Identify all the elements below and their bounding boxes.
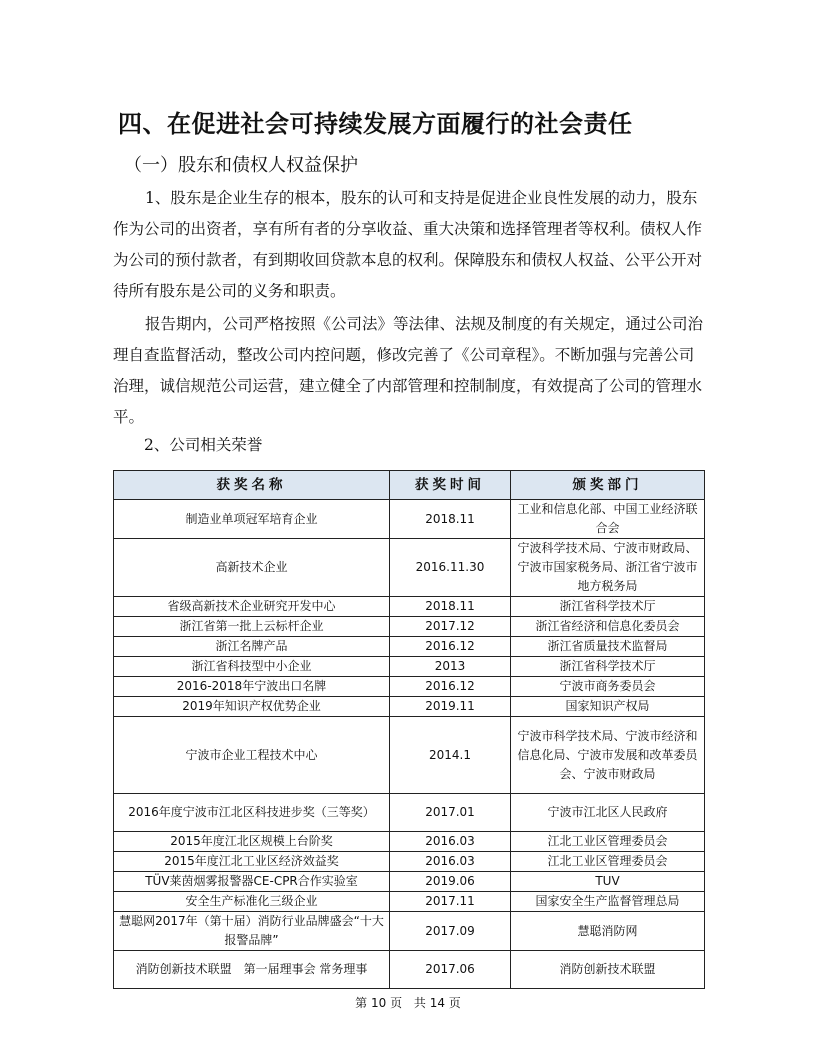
award-issuer-cell: 国家知识产权局 xyxy=(511,697,705,717)
award-issuer-cell: 慧聪消防网 xyxy=(511,912,705,951)
award-date-cell: 2016.12 xyxy=(390,677,511,697)
award-name-cell: 2016-2018年宁波出口名牌 xyxy=(114,677,390,697)
award-name-cell: 慧聪网2017年（第十届）消防行业品牌盛会“十大报警品牌” xyxy=(114,912,390,951)
award-date-cell: 2017.11 xyxy=(390,892,511,912)
award-issuer-cell: 浙江省科学技术厅 xyxy=(511,597,705,617)
award-name-cell: 省级高新技术企业研究开发中心 xyxy=(114,597,390,617)
award-name-cell: 2016年度宁波市江北区科技进步奖（三等奖） xyxy=(114,794,390,832)
table-row xyxy=(114,539,705,597)
award-name-cell: 宁波市企业工程技术中心 xyxy=(114,717,390,794)
section-title: 四、在促进社会可持续发展方面履行的社会责任 xyxy=(118,110,633,138)
award-name-cell: 2015年度江北工业区经济效益奖 xyxy=(114,852,390,872)
award-date-cell: 2017.09 xyxy=(390,912,511,951)
award-date-cell: 2016.03 xyxy=(390,852,511,872)
award-issuer-cell: 国家安全生产监督管理总局 xyxy=(511,892,705,912)
paragraph-shareholders xyxy=(113,183,703,307)
award-name-cell: 制造业单项冠军培育企业 xyxy=(114,500,390,539)
award-issuer-cell: 宁波市商务委员会 xyxy=(511,677,705,697)
subsection-title: （一）股东和债权人权益保护 xyxy=(124,155,358,176)
award-date-cell: 2017.12 xyxy=(390,617,511,637)
table-row xyxy=(114,832,705,852)
award-name-cell: 2019年知识产权优势企业 xyxy=(114,697,390,717)
award-issuer-cell: 江北工业区管理委员会 xyxy=(511,852,705,872)
page-total: 共 14 页 xyxy=(413,996,461,1010)
award-issuer-cell: 宁波科学技术局、宁波市财政局、宁波市国家税务局、浙江省宁波市地方税务局 xyxy=(511,539,705,597)
award-name-cell: 消防创新技术联盟 第一届理事会 常务理事 xyxy=(114,951,390,989)
table-row xyxy=(114,912,705,951)
honors-heading: 2、公司相关荣誉 xyxy=(144,436,263,454)
award-date-cell: 2018.11 xyxy=(390,500,511,539)
award-date-cell: 2018.11 xyxy=(390,597,511,617)
award-issuer-cell: TUV xyxy=(511,872,705,892)
table-header-row xyxy=(114,471,705,500)
table-row xyxy=(114,597,705,617)
table-row xyxy=(114,500,705,539)
award-issuer-cell: 浙江省质量技术监督局 xyxy=(511,637,705,657)
table-row xyxy=(114,677,705,697)
header-award-name: 获奖名称 xyxy=(114,471,390,500)
award-date-cell: 2014.1 xyxy=(390,717,511,794)
table-row xyxy=(114,637,705,657)
award-date-cell: 2019.06 xyxy=(390,872,511,892)
award-name-cell: 高新技术企业 xyxy=(114,539,390,597)
award-name-cell: TÜV莱茵烟雾报警器CE-CPR合作实验室 xyxy=(114,872,390,892)
award-issuer-cell: 工业和信息化部、中国工业经济联合会 xyxy=(511,500,705,539)
table-row xyxy=(114,852,705,872)
award-date-cell: 2017.01 xyxy=(390,794,511,832)
paragraph-governance xyxy=(113,309,703,433)
award-issuer-cell: 消防创新技术联盟 xyxy=(511,951,705,989)
page-number: 第 10 页 xyxy=(355,996,403,1010)
award-issuer-cell: 宁波市江北区人民政府 xyxy=(511,794,705,832)
header-award-date: 获奖时间 xyxy=(390,471,511,500)
table-row xyxy=(114,872,705,892)
award-name-cell: 浙江名牌产品 xyxy=(114,637,390,657)
table-row xyxy=(114,697,705,717)
table-row xyxy=(114,657,705,677)
award-date-cell: 2016.03 xyxy=(390,832,511,852)
paragraph-text: 1、股东是企业生存的根本，股东的认可和支持是促进企业良性发展的动力，股东作为公司的出资者，享有所有者的分享收益、重大决策和选择管理者等权利。债权人作为公司的预付款者，有到期收回贷款本息的权利。保障股东和债权人权益、公平公开对待所有股东是公司的义务和职责。 xyxy=(113,189,703,300)
award-date-cell: 2019.11 xyxy=(390,697,511,717)
table-row xyxy=(114,892,705,912)
table-row xyxy=(114,951,705,989)
award-date-cell: 2016.12 xyxy=(390,637,511,657)
page-footer xyxy=(0,994,816,1011)
award-issuer-cell: 浙江省经济和信息化委员会 xyxy=(511,617,705,637)
table-row xyxy=(114,617,705,637)
table-row xyxy=(114,717,705,794)
table-row xyxy=(114,794,705,832)
honors-table-body xyxy=(114,500,705,989)
award-issuer-cell: 浙江省科学技术厅 xyxy=(511,657,705,677)
award-date-cell: 2016.11.30 xyxy=(390,539,511,597)
award-date-cell: 2013 xyxy=(390,657,511,677)
award-name-cell: 安全生产标准化三级企业 xyxy=(114,892,390,912)
award-issuer-cell: 宁波市科学技术局、宁波市经济和信息化局、宁波市发展和改革委员会、宁波市财政局 xyxy=(511,717,705,794)
honors-table xyxy=(113,470,705,989)
award-issuer-cell: 江北工业区管理委员会 xyxy=(511,832,705,852)
award-name-cell: 2015年度江北区规模上台阶奖 xyxy=(114,832,390,852)
award-date-cell: 2017.06 xyxy=(390,951,511,989)
paragraph-text: 报告期内，公司严格按照《公司法》等法律、法规及制度的有关规定，通过公司治理自查监督活动，整改公司内控问题，修改完善了《公司章程》。不断加强与完善公司治理，诚信规范公司运营，建立健全了内部管理和控制制度，有效提高了公司的管理水平。 xyxy=(113,315,704,426)
header-award-issuer: 颁奖部门 xyxy=(511,471,705,500)
award-name-cell: 浙江省第一批上云标杆企业 xyxy=(114,617,390,637)
award-name-cell: 浙江省科技型中小企业 xyxy=(114,657,390,677)
